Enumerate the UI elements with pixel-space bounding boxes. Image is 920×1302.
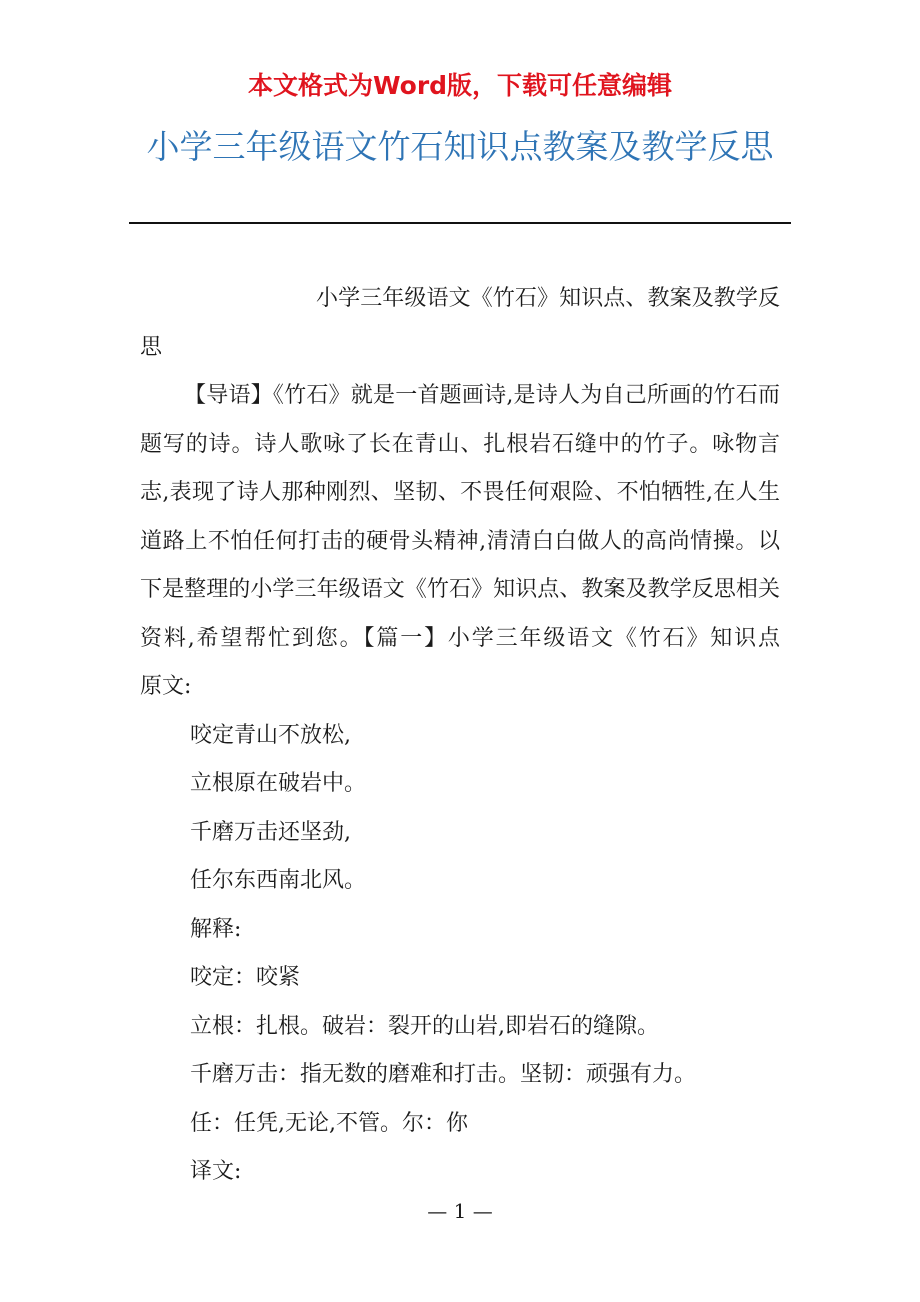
page-number: — 1 — xyxy=(427,1199,493,1223)
notes-heading: 解释: xyxy=(190,916,242,942)
article-subtitle: 小学三年级语文《竹石》知识点、教案及教学反思 xyxy=(140,286,780,360)
note-line: 立根：扎根。破岩：裂开的山岩,即岩石的缝隙。 xyxy=(190,1013,659,1039)
poem-line: 千磨万击还坚劲, xyxy=(190,819,351,845)
poem-line: 咬定青山不放松, xyxy=(190,722,351,748)
poem-line: 立根原在破岩中。 xyxy=(190,771,367,796)
note-line: 咬定：咬紧 xyxy=(190,965,301,990)
note-line: 千磨万击：指无数的磨难和打击。坚韧：顽强有力。 xyxy=(190,1062,697,1087)
document-body xyxy=(140,275,825,1197)
intro-paragraph: 【导语】《竹石》就是一首题画诗,是诗人为自己所画的竹石而题写的诗。诗人歌咏了长在青山、扎根岩石缝中的竹子。咏物言志,表现了诗人那种刚烈、坚韧、不畏任何艰险、不怕牺牲,在人生道路上不怕任何打击的硬骨头精神,清清白白做人的高尚情操。以下是整理的小学三年级语文《竹石》知识点、教案及教学反思相关资料,希望帮忙到您。【篇一】小学三年级语文《竹石》知识点 原文: xyxy=(140,383,825,699)
title-divider xyxy=(129,222,791,224)
note-line: 任：任凭,无论,不管。尔：你 xyxy=(190,1110,468,1136)
format-notice-banner: 本文格式为Word版，下载可任意编辑 xyxy=(247,71,673,100)
document-title: 小学三年级语文竹石知识点教案及教学反思 xyxy=(146,127,774,166)
translation-heading: 译文: xyxy=(190,1159,242,1184)
poem-line: 任尔东西南北风。 xyxy=(190,868,367,893)
